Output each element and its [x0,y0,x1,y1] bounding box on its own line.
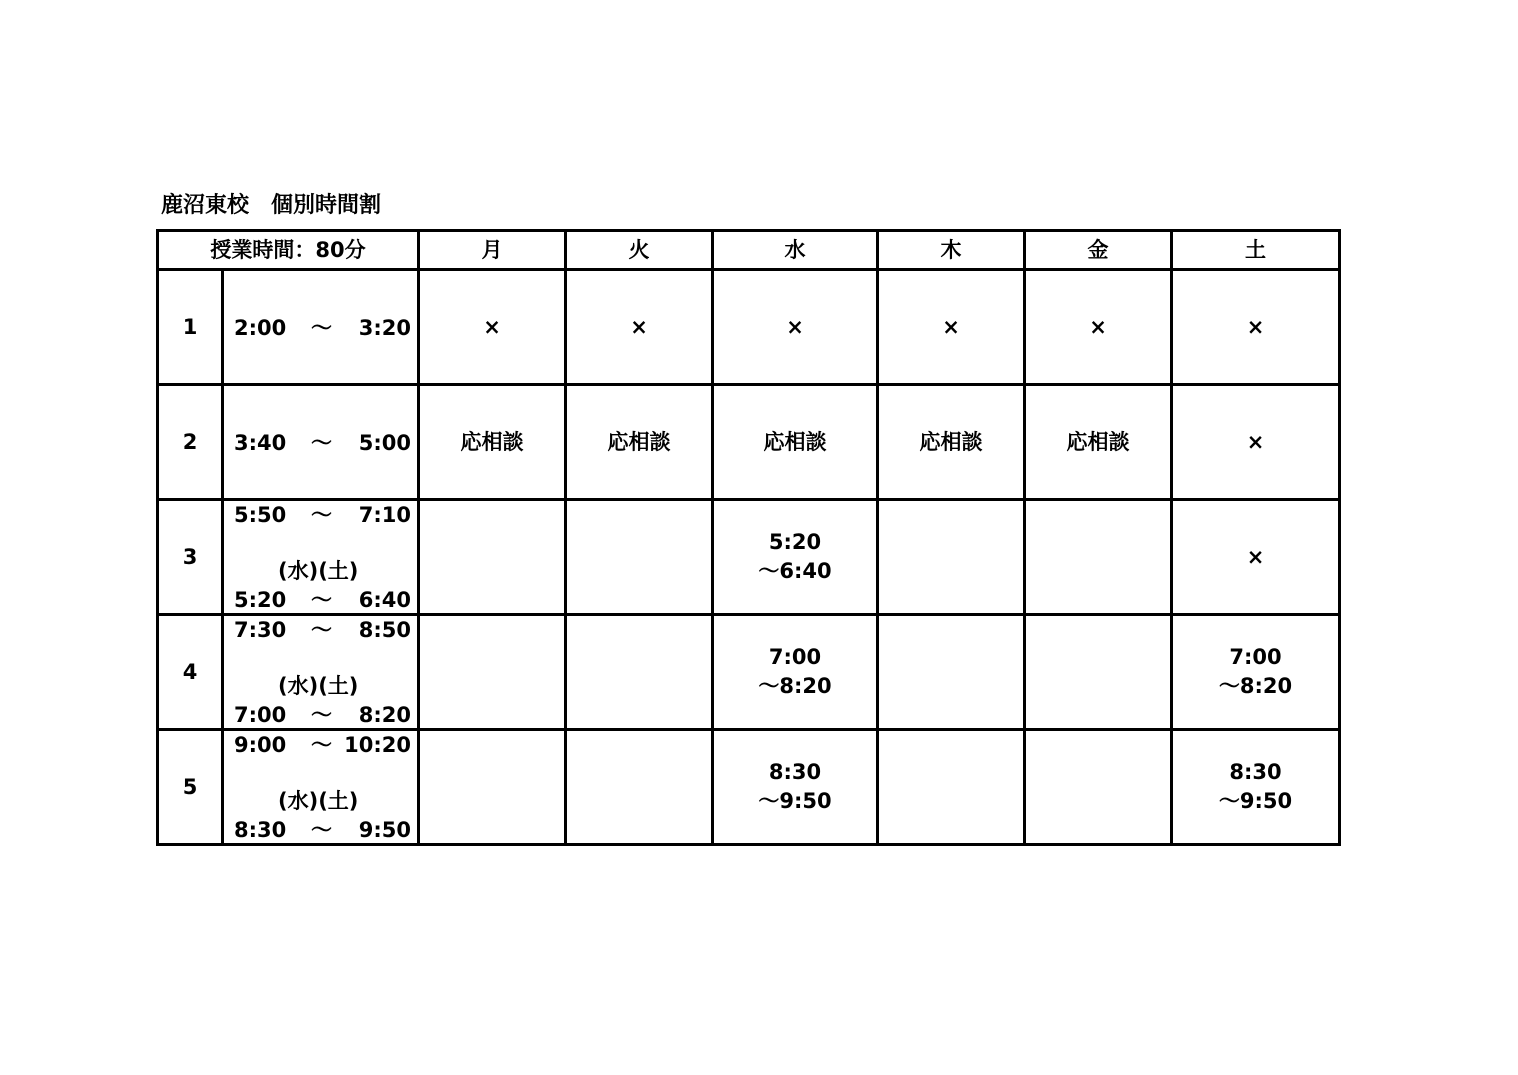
page-title: 鹿沼東校 個別時間割 [161,193,382,218]
time-start: 2:00 [234,316,287,340]
slot-cell: 応相談 [419,385,566,500]
period-number: 5 [158,730,223,845]
table-row [158,730,1340,845]
time-start: 9:00 [234,733,287,757]
time-tilde: ～ [311,431,332,455]
time-end: 10:20 [344,733,412,757]
period-time [223,615,419,730]
period-time [223,730,419,845]
slot-cell: 応相談 [878,385,1025,500]
duration-header: 授業時間：80分 [158,231,419,270]
period-time [223,270,419,385]
alt-time-tilde: ～ [311,588,332,612]
timetable [156,229,1341,846]
slot-cell [566,615,713,730]
slot-cell: 応相談 [1025,385,1172,500]
period-number: 1 [158,270,223,385]
time-end: 7:10 [358,503,412,527]
alt-time-start: 5:20 [234,588,287,612]
slot-cell: × [1025,270,1172,385]
slot-cell: × [878,270,1025,385]
slot-cell [1172,615,1340,730]
slot-cell: 応相談 [566,385,713,500]
table-row [158,270,1340,385]
time-tilde: ～ [311,503,332,527]
alt-time-end: 6:40 [358,588,412,612]
slot-cell: × [1172,270,1340,385]
alt-time-end: 9:50 [358,818,412,842]
slot-line: ～6:40 [758,559,832,583]
slot-cell [419,615,566,730]
time-end: 3:20 [358,316,412,340]
slot-cell [878,500,1025,615]
period-number: 2 [158,385,223,500]
time-start: 3:40 [234,431,287,455]
table-row [158,615,1340,730]
time-end: 5:00 [358,431,412,455]
slot-line: 7:00 [1229,645,1282,669]
slot-cell [566,500,713,615]
slot-cell [419,730,566,845]
slot-cell: × [1172,385,1340,500]
alt-days-label: (水)(土) [278,559,359,583]
period-number: 4 [158,615,223,730]
slot-line: 7:00 [768,645,822,669]
slot-cell: × [566,270,713,385]
day-header-wed: 水 [713,231,878,270]
slot-line: × [1246,544,1265,569]
slot-line: ～8:20 [1218,674,1293,698]
slot-line: 8:30 [768,760,822,784]
time-end: 8:50 [358,618,412,642]
time-tilde: ～ [311,733,332,757]
slot-cell [713,730,878,845]
slot-cell [1172,500,1340,615]
slot-cell: × [419,270,566,385]
slot-cell [1172,730,1340,845]
day-header-mon: 月 [419,231,566,270]
slot-cell [713,500,878,615]
time-tilde: ～ [311,618,332,642]
slot-line: 8:30 [1229,760,1282,784]
period-time [223,385,419,500]
alt-days-label: (水)(土) [278,789,359,813]
slot-cell [1025,615,1172,730]
table-row [158,385,1340,500]
alt-time-start: 7:00 [234,703,287,727]
slot-cell [566,730,713,845]
slot-cell [419,500,566,615]
slot-cell [1025,500,1172,615]
period-time [223,500,419,615]
time-tilde: ～ [311,316,332,340]
header-row [158,231,1340,270]
time-start: 7:30 [234,618,287,642]
slot-cell: × [713,270,878,385]
slot-cell [878,730,1025,845]
slot-cell: 応相談 [713,385,878,500]
slot-cell [713,615,878,730]
alt-days-label: (水)(土) [278,674,359,698]
slot-line: 5:20 [768,530,822,554]
table-row [158,500,1340,615]
slot-cell [878,615,1025,730]
slot-line: ～9:50 [1218,789,1293,813]
day-header-tue: 火 [566,231,713,270]
day-header-thu: 木 [878,231,1025,270]
alt-time-tilde: ～ [311,703,332,727]
period-number: 3 [158,500,223,615]
alt-time-start: 8:30 [234,818,287,842]
day-header-sat: 土 [1172,231,1340,270]
slot-line: ～9:50 [758,789,832,813]
alt-time-tilde: ～ [311,818,332,842]
alt-time-end: 8:20 [358,703,412,727]
slot-cell [1025,730,1172,845]
day-header-fri: 金 [1025,231,1172,270]
slot-line: ～8:20 [758,674,832,698]
time-start: 5:50 [234,503,287,527]
